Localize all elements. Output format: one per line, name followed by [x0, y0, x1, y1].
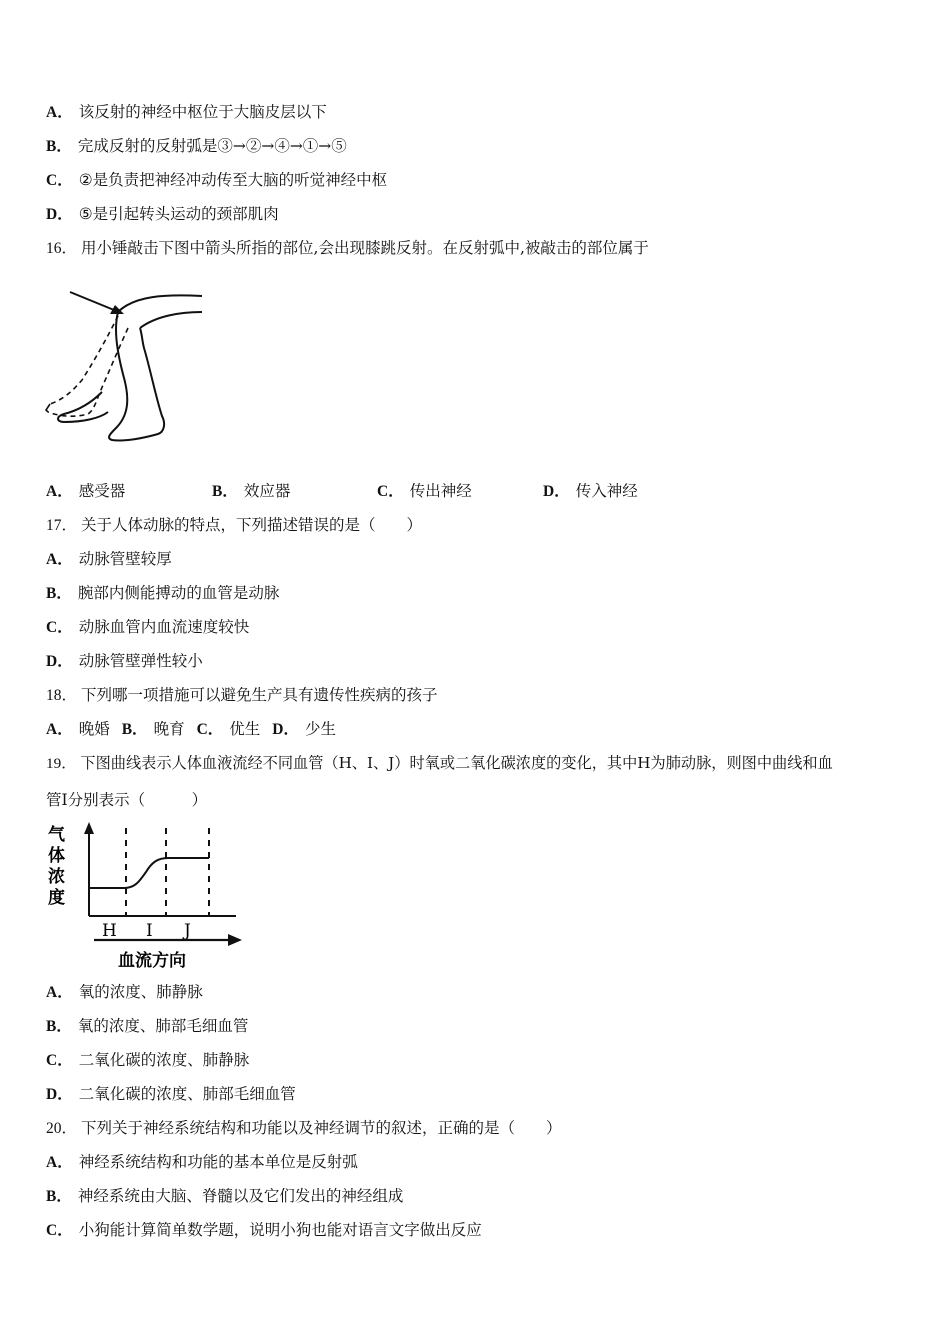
blood-gas-curve-figure — [44, 820, 244, 972]
option-letter: C． — [46, 172, 73, 189]
q16-stem — [46, 238, 649, 259]
option-letter: D． — [46, 653, 73, 670]
q19-stem-line2 — [46, 790, 207, 810]
option-text: 优生 — [229, 720, 261, 738]
q17-stem — [46, 515, 422, 536]
option-text: 氧的浓度、肺静脉 — [78, 983, 203, 1001]
option-letter: A． — [46, 984, 73, 1001]
q17-option-c — [46, 617, 249, 638]
option-letter: D． — [543, 483, 570, 500]
q18-option-d — [272, 720, 336, 738]
q20-option-b — [46, 1186, 403, 1207]
option-text: 传出神经 — [409, 482, 472, 500]
option-letter: D． — [46, 1086, 73, 1103]
q16-options — [46, 481, 906, 501]
option-text: 传入神经 — [575, 482, 638, 500]
option-letter: C． — [46, 619, 73, 636]
option-text: 感受器 — [78, 482, 126, 500]
option-letter: B． — [121, 721, 148, 738]
q16-option-b — [212, 481, 290, 502]
q18-stem — [46, 685, 438, 706]
option-letter: C． — [196, 721, 224, 738]
option-letter: B． — [46, 1018, 72, 1035]
option-text: 二氧化碳的浓度、肺部毛细血管 — [78, 1085, 296, 1103]
question-number: 18． — [46, 687, 78, 704]
question-text: 关于人体动脉的特点，下列描述错误的是（ ） — [81, 516, 423, 534]
option-text: 动脉管壁弹性较小 — [78, 652, 203, 670]
question-number: 17． — [46, 517, 78, 534]
option-letter: C． — [46, 1222, 73, 1239]
option-text: 腕部内侧能搏动的血管是动脉 — [77, 584, 280, 602]
option-letter: A． — [46, 551, 73, 568]
x-label-h: H — [102, 921, 117, 941]
question-number: 20． — [46, 1120, 78, 1137]
q18-option-a — [46, 720, 110, 738]
x-label-j: J — [184, 921, 191, 941]
option-letter: B． — [46, 138, 72, 155]
q16-option-d — [543, 481, 638, 502]
option-text: 小狗能计算简单数学题，说明小狗也能对语言文字做出反应 — [78, 1221, 482, 1239]
q17-option-b — [46, 583, 279, 604]
option-text: 神经系统结构和功能的基本单位是反射弧 — [78, 1153, 358, 1171]
option-letter: A． — [46, 483, 73, 500]
question-text: 下列关于神经系统结构和功能以及神经调节的叙述，正确的是（ ） — [81, 1119, 562, 1137]
q18-option-b — [122, 720, 185, 738]
q18-option-c — [197, 720, 261, 738]
q15-option-b — [46, 136, 347, 157]
option-text: 晚婚 — [78, 720, 110, 738]
q15-option-d — [46, 204, 279, 225]
y-axis-char: 度 — [48, 888, 65, 908]
option-text: 动脉管壁较厚 — [78, 550, 172, 568]
question-number: 19． — [46, 755, 77, 772]
option-letter: B． — [46, 585, 72, 602]
knee-jerk-figure — [44, 288, 206, 452]
option-text: ②是负责把神经冲动传至大脑的听觉神经中枢 — [78, 171, 388, 189]
q19-stem-line1 — [46, 753, 833, 774]
question-number: 16． — [46, 240, 78, 257]
q20-option-c — [46, 1220, 482, 1241]
option-text: 完成反射的反射弧是③→②→④→①→⑤ — [77, 137, 347, 155]
q16-option-c — [377, 481, 472, 502]
option-text: 该反射的神经中枢位于大脑皮层以下 — [78, 103, 327, 121]
question-text: 下图曲线表示人体血液流经不同血管（H、I、J）时氧或二氧化碳浓度的变化，其中H为肺动脉，则图中曲线和血 — [80, 754, 833, 772]
option-text: 动脉血管内血流速度较快 — [78, 618, 250, 636]
x-label-i: I — [146, 921, 153, 941]
y-axis-char: 气 — [48, 825, 65, 845]
option-letter: A． — [46, 1154, 73, 1171]
q18-options — [46, 719, 348, 740]
option-letter: A． — [46, 721, 73, 738]
y-axis-char: 浓 — [48, 867, 65, 887]
option-text: 氧的浓度、肺部毛细血管 — [77, 1017, 249, 1035]
question-text: 管Ⅰ分别表示（ ） — [46, 791, 208, 809]
option-letter: D． — [46, 206, 73, 223]
option-text: 二氧化碳的浓度、肺静脉 — [78, 1051, 250, 1069]
option-letter: C． — [46, 1052, 73, 1069]
q20-option-a — [46, 1152, 358, 1173]
question-text: 下列哪一项措施可以避免生产具有遗传性疾病的孩子 — [81, 686, 438, 704]
q17-option-d — [46, 651, 203, 672]
option-text: 效应器 — [243, 482, 291, 500]
option-text: ⑤是引起转头运动的颈部肌肉 — [78, 205, 279, 223]
option-letter: D． — [272, 721, 299, 738]
option-letter: C． — [377, 483, 404, 500]
q19-option-b — [46, 1016, 248, 1037]
option-letter: B． — [46, 1188, 72, 1205]
q16-option-a — [46, 481, 125, 502]
option-letter: B． — [212, 483, 238, 500]
question-text: 用小锤敲击下图中箭头所指的部位,会出现膝跳反射。在反射弧中,被敲击的部位属于 — [81, 239, 649, 257]
q15-option-c — [46, 170, 387, 191]
q19-option-c — [46, 1050, 249, 1071]
x-axis-label: 血流方向 — [118, 951, 186, 971]
q20-stem — [46, 1118, 562, 1139]
option-text: 少生 — [305, 720, 337, 738]
y-axis-char: 体 — [48, 846, 65, 866]
option-letter: A． — [46, 104, 73, 121]
q19-option-a — [46, 982, 203, 1003]
option-text: 神经系统由大脑、脊髓以及它们发出的神经组成 — [77, 1187, 404, 1205]
q19-option-d — [46, 1084, 296, 1105]
q17-option-a — [46, 549, 172, 570]
option-text: 晚育 — [153, 720, 185, 738]
q15-option-a — [46, 102, 327, 123]
